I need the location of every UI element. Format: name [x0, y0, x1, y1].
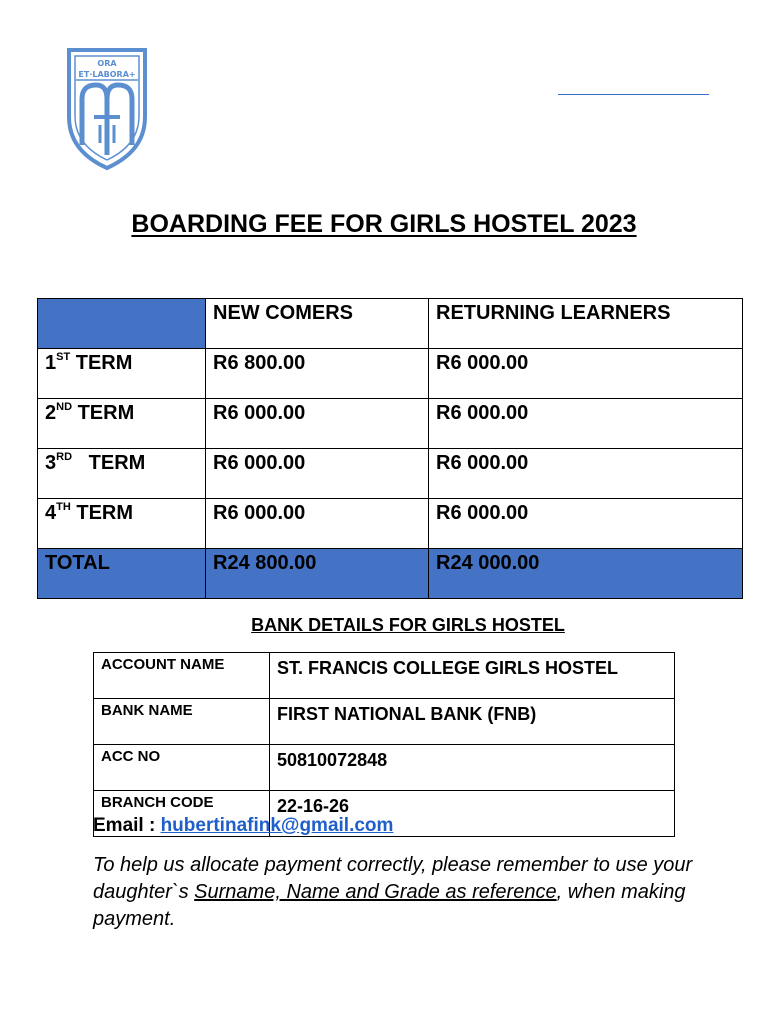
- bank-field-value: 22-16-26: [270, 791, 675, 837]
- new-comers-fee: R6 000.00: [206, 499, 429, 549]
- total-returning-learners: R24 000.00: [429, 549, 743, 599]
- email-line: [93, 815, 393, 837]
- bank-field-value: FIRST NATIONAL BANK (FNB): [270, 699, 675, 745]
- term-label: 3RD TERM: [38, 449, 206, 499]
- bank-field-value: ST. FRANCIS COLLEGE GIRLS HOSTEL: [270, 653, 675, 699]
- fee-table-header-row: [38, 299, 743, 349]
- school-crest-logo: [66, 47, 148, 171]
- bank-row: [94, 699, 675, 745]
- returning-learners-fee: R6 000.00: [429, 349, 743, 399]
- term-label: 2ND TERM: [38, 399, 206, 449]
- fee-header-returning-learners: RETURNING LEARNERS: [429, 299, 743, 349]
- email-label: Email :: [93, 815, 161, 836]
- total-new-comers: R24 800.00: [206, 549, 429, 599]
- new-comers-fee: R6 800.00: [206, 349, 429, 399]
- bank-details-heading: BANK DETAILS FOR GIRLS HOSTEL: [251, 615, 565, 635]
- returning-learners-fee: R6 000.00: [429, 449, 743, 499]
- returning-learners-fee: R6 000.00: [429, 499, 743, 549]
- fee-header-blank: [38, 299, 206, 349]
- returning-learners-fee: R6 000.00: [429, 399, 743, 449]
- fee-row: [38, 499, 743, 549]
- bank-field-value: 50810072848: [270, 745, 675, 791]
- bank-details-table: [93, 652, 675, 837]
- note-text-end: , when making payment.: [93, 881, 686, 930]
- bank-field-label: BRANCH CODE: [94, 791, 270, 837]
- page-title: BOARDING FEE FOR GIRLS HOSTEL 2023: [131, 210, 637, 238]
- total-label: TOTAL: [38, 549, 206, 599]
- fee-total-row: [38, 549, 743, 599]
- term-label: 1ST TERM: [38, 349, 206, 399]
- new-comers-fee: R6 000.00: [206, 449, 429, 499]
- svg-text:ET·LABORA+: ET·LABORA+: [78, 70, 136, 79]
- bank-field-label: BANK NAME: [94, 699, 270, 745]
- payment-reference-note: [93, 852, 743, 933]
- bank-field-label: ACC NO: [94, 745, 270, 791]
- fee-header-new-comers: NEW COMERS: [206, 299, 429, 349]
- boarding-fee-table: [37, 298, 743, 599]
- bank-field-label: ACCOUNT NAME: [94, 653, 270, 699]
- svg-text:ORA: ORA: [97, 59, 117, 68]
- note-text-start: To help us allocate payment correctly, please remember to use your daughter`s: [93, 854, 693, 903]
- term-label: 4TH TERM: [38, 499, 206, 549]
- fee-row: [38, 449, 743, 499]
- email-link[interactable]: hubertinafink@gmail.com: [160, 815, 394, 836]
- fee-row: [38, 349, 743, 399]
- note-reference-emphasis: Surname, Name and Grade as reference: [194, 881, 557, 903]
- new-comers-fee: R6 000.00: [206, 399, 429, 449]
- bank-row: [94, 745, 675, 791]
- bank-row: [94, 653, 675, 699]
- header-rule: [558, 94, 709, 95]
- fee-row: [38, 399, 743, 449]
